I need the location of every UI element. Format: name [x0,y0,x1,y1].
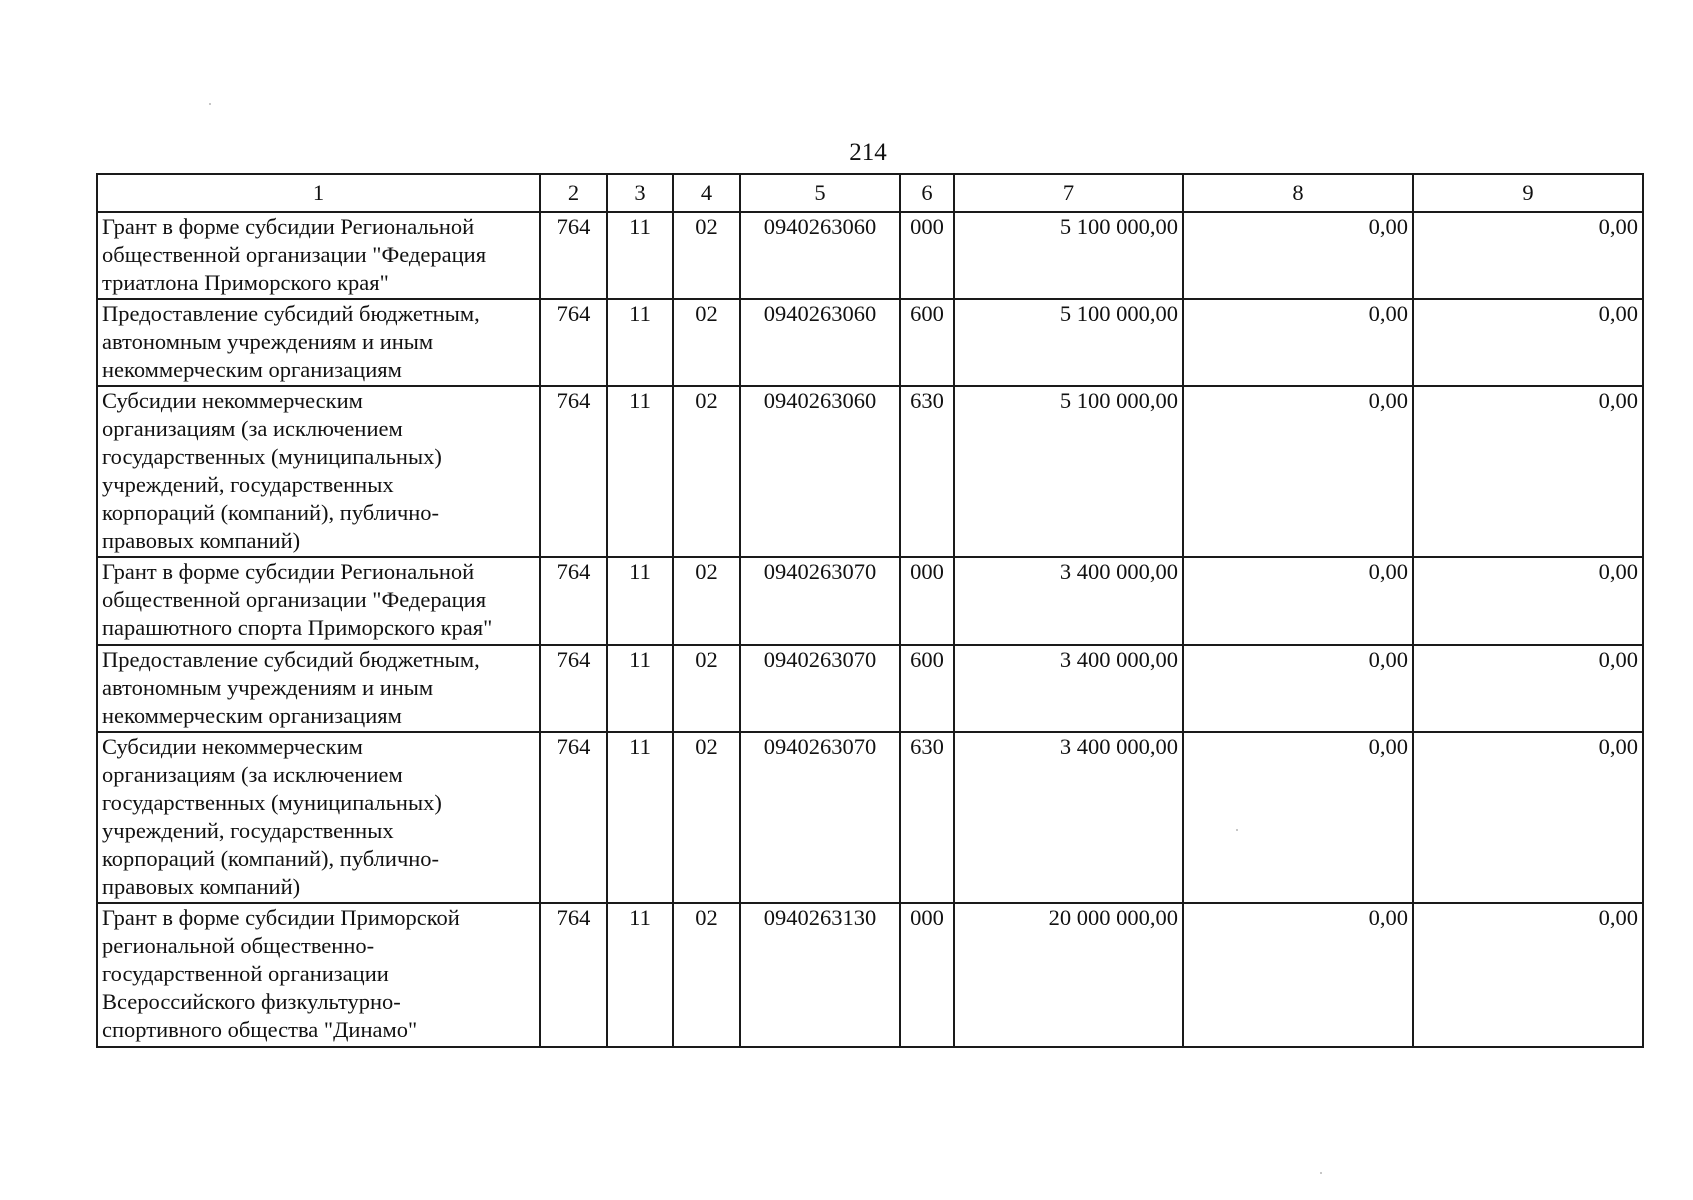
subsection-code: 02 [673,645,740,732]
target-code: 0940263060 [740,299,900,386]
subsection-code: 02 [673,299,740,386]
amount-col-8: 0,00 [1183,212,1413,299]
amount-col-7: 5 100 000,00 [954,212,1183,299]
ministry-code: 764 [540,557,607,645]
amount-col-9: 0,00 [1413,299,1643,386]
header-cell-9: 9 [1413,174,1643,212]
section-code: 11 [607,732,673,903]
expense-type-code: 630 [900,386,954,557]
expense-type-code: 000 [900,903,954,1047]
amount-col-9: 0,00 [1413,557,1643,645]
target-code: 0940263060 [740,386,900,557]
section-code: 11 [607,645,673,732]
expense-name: Грант в форме субсидии Региональной общественной организации "Федерация парашютного спорта Приморского края" [97,557,540,645]
budget-table [96,173,1644,1048]
scan-speck [1320,1172,1322,1174]
header-row [97,174,1643,212]
target-code: 0940263130 [740,903,900,1047]
amount-col-8: 0,00 [1183,645,1413,732]
header-cell-3: 3 [607,174,673,212]
header-cell-7: 7 [954,174,1183,212]
amount-col-8: 0,00 [1183,903,1413,1047]
table-row [97,212,1643,299]
section-code: 11 [607,386,673,557]
subsection-code: 02 [673,732,740,903]
target-code: 0940263070 [740,645,900,732]
amount-col-8: 0,00 [1183,732,1413,903]
table-row [97,557,1643,645]
subsection-code: 02 [673,557,740,645]
table-row [97,732,1643,903]
expense-name: Грант в форме субсидии Приморской региональной общественно- государственной организации Всероссийского физкультурно- спортивного общества "Динамо" [97,903,540,1047]
section-code: 11 [607,557,673,645]
header-cell-6: 6 [900,174,954,212]
target-code: 0940263070 [740,557,900,645]
target-code: 0940263070 [740,732,900,903]
table-row [97,299,1643,386]
ministry-code: 764 [540,645,607,732]
subsection-code: 02 [673,212,740,299]
amount-col-8: 0,00 [1183,386,1413,557]
amount-col-7: 5 100 000,00 [954,386,1183,557]
amount-col-9: 0,00 [1413,903,1643,1047]
header-cell-2: 2 [540,174,607,212]
subsection-code: 02 [673,903,740,1047]
expense-type-code: 000 [900,557,954,645]
subsection-code: 02 [673,386,740,557]
header-cell-4: 4 [673,174,740,212]
ministry-code: 764 [540,732,607,903]
amount-col-9: 0,00 [1413,645,1643,732]
expense-type-code: 000 [900,212,954,299]
ministry-code: 764 [540,386,607,557]
table-row [97,386,1643,557]
ministry-code: 764 [540,299,607,386]
amount-col-7: 20 000 000,00 [954,903,1183,1047]
scan-speck [209,103,211,105]
table-row [97,645,1643,732]
amount-col-9: 0,00 [1413,732,1643,903]
amount-col-8: 0,00 [1183,299,1413,386]
amount-col-7: 5 100 000,00 [954,299,1183,386]
expense-name: Субсидии некоммерческим организациям (за исключением государственных (муниципальных) учреждений, государственных корпораций (компаний), публично- правовых компаний) [97,732,540,903]
section-code: 11 [607,903,673,1047]
scan-speck [1236,829,1238,831]
amount-col-7: 3 400 000,00 [954,645,1183,732]
amount-col-7: 3 400 000,00 [954,557,1183,645]
ministry-code: 764 [540,212,607,299]
amount-col-8: 0,00 [1183,557,1413,645]
ministry-code: 764 [540,903,607,1047]
page-number: 214 [849,139,887,166]
expense-type-code: 600 [900,299,954,386]
amount-col-9: 0,00 [1413,386,1643,557]
target-code: 0940263060 [740,212,900,299]
amount-col-7: 3 400 000,00 [954,732,1183,903]
amount-col-9: 0,00 [1413,212,1643,299]
expense-type-code: 630 [900,732,954,903]
table-row [97,903,1643,1047]
expense-name: Предоставление субсидий бюджетным, автономным учреждениям и иным некоммерческим организациям [97,645,540,732]
expense-type-code: 600 [900,645,954,732]
expense-name: Грант в форме субсидии Региональной общественной организации "Федерация триатлона Приморского края" [97,212,540,299]
section-code: 11 [607,299,673,386]
header-cell-5: 5 [740,174,900,212]
section-code: 11 [607,212,673,299]
expense-name: Субсидии некоммерческим организациям (за исключением государственных (муниципальных) учреждений, государственных корпораций (компаний), публично- правовых компаний) [97,386,540,557]
expense-name: Предоставление субсидий бюджетным, автономным учреждениям и иным некоммерческим организациям [97,299,540,386]
header-cell-1: 1 [97,174,540,212]
header-cell-8: 8 [1183,174,1413,212]
